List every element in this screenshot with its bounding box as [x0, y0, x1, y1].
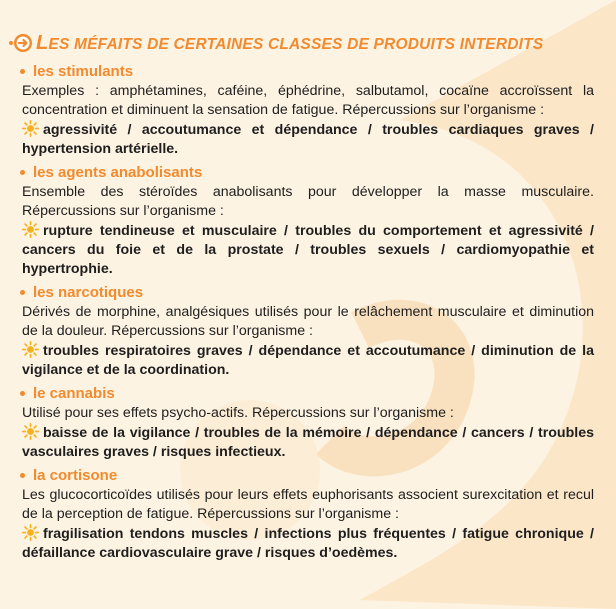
- section-cortisone: [14, 464, 602, 563]
- section-header: [14, 464, 602, 486]
- section-title: les agents anabolisants: [33, 163, 203, 181]
- sun-icon: [22, 423, 39, 440]
- effects-text: baisse de la vigilance / troubles de la mémoire / dépendance / cancers / troubles vasculaires graves / risques infectieux.: [22, 425, 594, 460]
- sun-icon: [22, 341, 39, 358]
- section-title: le cannabis: [33, 384, 115, 402]
- section-description: Dérivés de morphine, analgésiques utilisés pour le relâchement musculaire et diminution de la douleur. Répercussions sur l’organisme :: [22, 304, 594, 339]
- orange-dot-icon: [20, 473, 25, 478]
- section-narcotiques: [14, 281, 602, 380]
- orange-dot-icon: [20, 69, 25, 74]
- sun-icon: [22, 221, 39, 238]
- section-header: [14, 382, 602, 404]
- sun-icon: [22, 120, 39, 137]
- effects-text: fragilisation tendons muscles / infections plus fréquentes / fatigue chronique / défaillance cardiovasculaire grave / risques d’oedèmes.: [22, 526, 594, 561]
- orange-arrow-circle-icon: [8, 30, 34, 56]
- section-description: Les glucocorticoïdes utilisés pour leurs effets euphorisants associent surexcitation et recul de la perception de fatigue. Répercussions sur l’organisme :: [22, 487, 594, 522]
- title-first-letter: L: [36, 31, 49, 54]
- section-anabolisants: [14, 161, 602, 279]
- section-effects: [14, 524, 602, 563]
- title-row: [8, 28, 602, 58]
- effects-text: agressivité / accoutumance et dépendance / troubles cardiaques graves / hypertension artérielle.: [22, 122, 594, 157]
- section-title: les narcotiques: [33, 283, 144, 301]
- page-title: [36, 32, 543, 55]
- title-rest: ES MÉFAITS DE CERTAINES CLASSES DE PRODUITS INTERDITS: [48, 35, 544, 53]
- section-header: [14, 60, 602, 82]
- effects-text: rupture tendineuse et musculaire / troubles du comportement et agressivité / cancers du foie et de la prostate / troubles sexuels / cardiomyopathie et hypertrophie.: [22, 223, 594, 277]
- section-description: Utilisé pour ses effets psycho-actifs. Répercussions sur l’organisme :: [22, 405, 454, 421]
- orange-dot-icon: [20, 170, 25, 175]
- section-description: Exemples : amphétamines, caféine, éphédrine, salbutamol, cocaïne accroïssent la concentration et diminuent la sensation de fatigue. Répercussions sur l’organisme :: [22, 83, 594, 118]
- section-header: [14, 161, 602, 183]
- section-effects: [14, 423, 602, 462]
- section-title: les stimulants: [33, 62, 134, 80]
- section-effects: [14, 120, 602, 159]
- sun-icon: [22, 524, 39, 541]
- section-stimulants: [14, 60, 602, 159]
- effects-text: troubles respiratoires graves / dépendance et accoutumance / diminution de la vigilance et de la coordination.: [22, 343, 594, 378]
- section-cannabis: [14, 382, 602, 462]
- orange-dot-icon: [20, 391, 25, 396]
- section-description: Ensemble des stéroïdes anabolisants pour développer la masse musculaire. Répercussions sur l’organisme :: [22, 184, 594, 219]
- orange-dot-icon: [20, 290, 25, 295]
- section-effects: [14, 341, 602, 380]
- section-header: [14, 281, 602, 303]
- section-title: la cortisone: [33, 466, 118, 484]
- section-effects: [14, 221, 602, 279]
